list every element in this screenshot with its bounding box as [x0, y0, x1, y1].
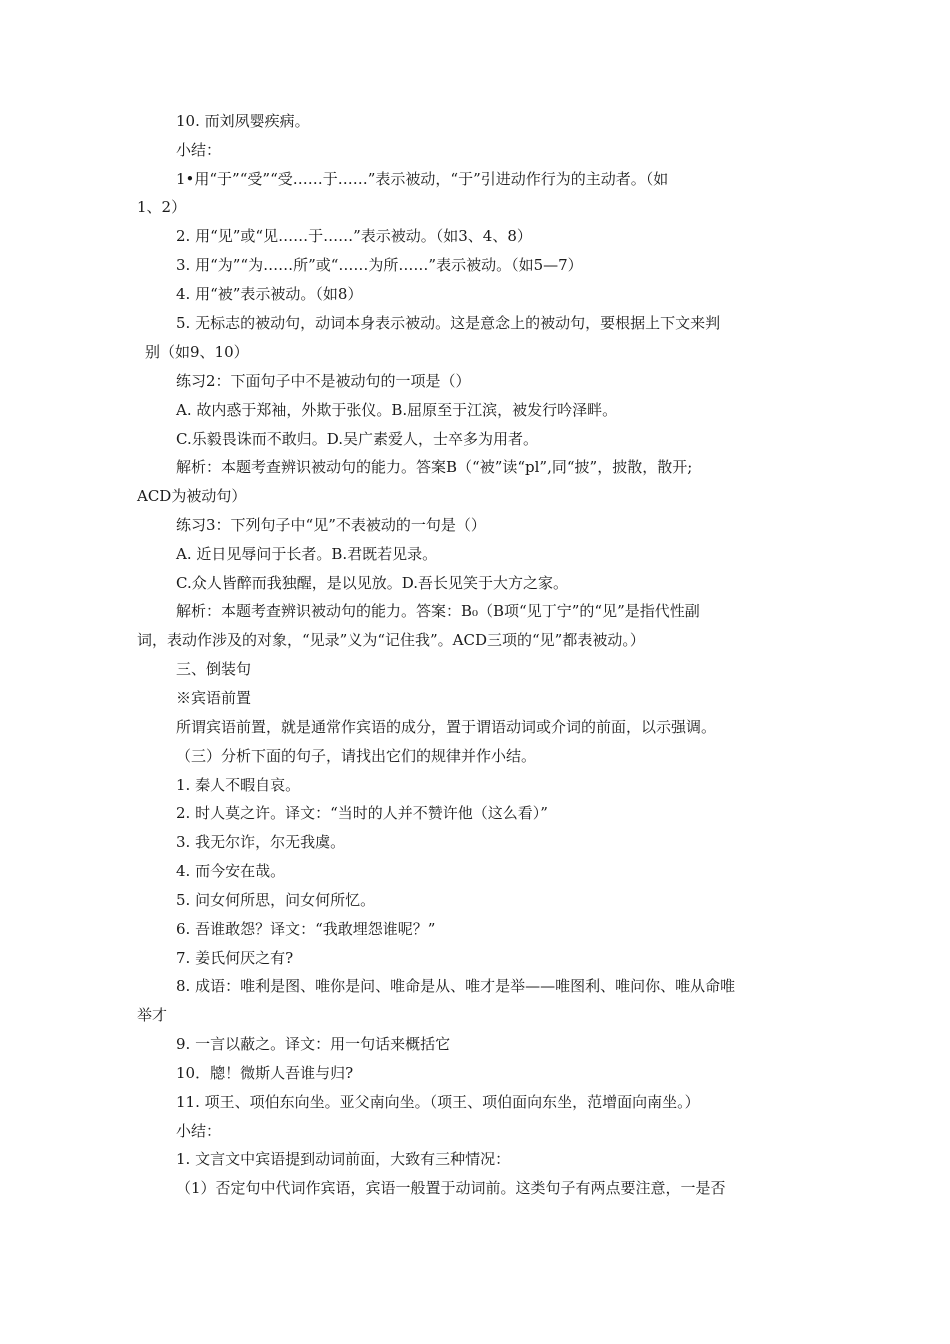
- text-line: 1. 文言文中宾语提到动词前面，大致有三种情况：: [176, 1150, 511, 1168]
- instruction-line: （三）分析下面的句子，请找出它们的规律并作小结。: [176, 747, 537, 765]
- text-line: 2. 用“见”或“见……于……”表示被动。（如3、4、8）: [176, 227, 532, 245]
- text-line: 举才: [137, 1006, 168, 1024]
- section-heading: 三、倒装句: [176, 660, 252, 678]
- subsection-heading: ※宾语前置: [176, 689, 252, 707]
- text-line: 1•用“于”“受”“受……于……”表示被动，“于”引进动作行为的主动者。（如: [176, 170, 669, 188]
- example-line: 5. 问女何所思，问女何所忆。: [176, 891, 376, 909]
- summary-heading: 小结：: [176, 141, 222, 159]
- option-line: C.乐毅畏诛而不敢归。D.吴广素爱人，士卒多为用者。: [176, 430, 538, 448]
- text-line: 3. 用“为”“为……所”或“……为所……”表示被动。（如5—7）: [176, 256, 583, 274]
- summary-heading: 小结：: [176, 1122, 222, 1140]
- analysis-line: 解析：本题考查辨识被动句的能力。答案：B₀（B项“见丁宁”的“见”是指代性副: [176, 602, 700, 620]
- example-line: 11. 项王、项伯东向坐。亚父南向坐。（项王、项伯面向东坐，范增面向南坐。）: [176, 1093, 700, 1111]
- text-line: 别（如9、10）: [145, 343, 249, 361]
- text-line: ACD为被动句）: [137, 487, 247, 505]
- text-line: 所谓宾语前置，就是通常作宾语的成分，置于谓语动词或介词的前面，以示强调。: [176, 718, 717, 736]
- option-line: C.众人皆醉而我独醒，是以见放。D.吾长见笑于大方之家。: [176, 574, 568, 592]
- example-line: 9. 一言以蔽之。译文：用一句话来概括它: [176, 1035, 451, 1053]
- example-line: 1. 秦人不暇自哀。: [176, 776, 301, 794]
- example-line: 4. 而今安在哉。: [176, 862, 286, 880]
- analysis-line: 解析：本题考查辨识被动句的能力。答案B（“被”读“pl”,同“披”，披散，散开;: [176, 458, 693, 476]
- text-line: 4. 用“被”表示被动。（如8）: [176, 285, 363, 303]
- example-line: 7. 姜氏何厌之有?: [176, 949, 294, 967]
- text-line: 5. 无标志的被动句，动词本身表示被动。这是意念上的被动句，要根据上下文来判: [176, 314, 721, 332]
- example-line: 8. 成语：唯利是图、唯你是问、唯命是从、唯才是举——唯图利、唯问你、唯从命唯: [176, 977, 736, 995]
- text-line: 词，表动作涉及的对象，“见录”义为“记住我”。ACD三项的“见”都表被动。）: [137, 631, 645, 649]
- exercise-heading: 练习3：下列句子中“见”不表被动的一句是（）: [176, 516, 486, 534]
- option-line: A. 近日见辱问于长者。B.君既若见录。: [176, 545, 438, 563]
- text-line: 1、2）: [137, 198, 187, 216]
- text-line: 10. 而刘夙婴疾病。: [176, 112, 310, 130]
- option-line: A. 故内惑于郑袖，外欺于张仪。B.屈原至于江滨，被发行吟泽畔。: [176, 401, 618, 419]
- example-line: 3. 我无尔诈，尔无我虞。: [176, 833, 346, 851]
- example-line: 6. 吾谁敢怨？译文：“我敢埋怨谁呢？”: [176, 920, 436, 938]
- text-line: （1）否定句中代词作宾语，宾语一般置于动词前。这类句子有两点要注意，一是否: [176, 1179, 726, 1197]
- example-line: 2. 时人莫之许。译文：“当时的人并不赞许他（这么看）”: [176, 804, 548, 822]
- example-line: 10．牕！微斯人吾谁与归?: [176, 1064, 354, 1082]
- exercise-heading: 练习2：下面句子中不是被动句的一项是（）: [176, 372, 471, 390]
